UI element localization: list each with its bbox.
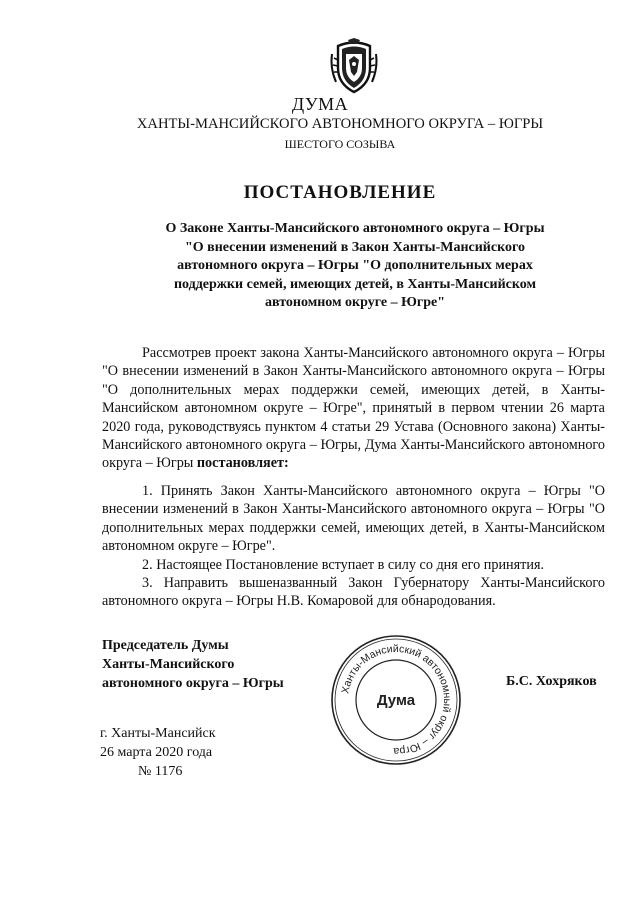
coat-of-arms-icon [328, 38, 380, 94]
preamble-verb: постановляет: [196, 455, 289, 472]
subject-line: автономного округа – Югры "О дополнительных мерах [177, 258, 533, 273]
preamble-text: Рассмотрев проект закона Ханты-Мансийского автономного округа – Югры "О внесении изменений в Закон Ханты-Мансийского автономного округа – Югры "О дополнительных мерах поддержки семей, имеющих детей, в Ханты-Мансийском автономном округе – Югре", принятый в первом чтении 26 марта 2020 года, руководствуясь пунктом 4 статьи 29 Устава (Основного закона) Ханты-Мансийского автономного округа – Югры, Дума Ханты-Мансийского автономного округа – Югры [102, 345, 605, 472]
signer-position-line: Председатель Думы [102, 638, 229, 653]
resolution-item: 2. Настоящее Постановление вступает в силу со дня его принятия. [142, 556, 545, 573]
signer-position [102, 636, 284, 693]
document-place: г. Ханты-Мансийск [100, 726, 216, 741]
organization-title: ДУМА [291, 94, 349, 114]
document-date: 26 марта 2020 года [100, 745, 213, 760]
signer-position-line: автономного округа – Югры [102, 676, 284, 691]
subject-line: "О внесении изменений в Закон Ханты-Мансийского [185, 239, 525, 255]
signer-position-line: Ханты-Мансийского [102, 657, 235, 672]
subject-line: автономном округе – Югре" [264, 295, 446, 310]
document-number: № 1176 [138, 764, 183, 779]
document-type-heading: ПОСТАНОВЛЕНИЕ [243, 182, 437, 203]
subject-line: поддержки семей, имеющих детей, в Ханты-Мансийском [173, 276, 537, 292]
signer-name: Б.С. Хохряков [506, 674, 597, 689]
region-title: ХАНТЫ-МАНСИЙСКОГО АВТОНОМНОГО ОКРУГА – ЮГРЫ [136, 116, 544, 132]
round-seal-icon [328, 632, 464, 768]
preamble-paragraph [102, 344, 605, 473]
resolution-items [102, 482, 605, 611]
resolution-item: 3. Направить вышеназванный Закон Губернатору Ханты-Мансийского автономного округа – Югры Н.В. Комаровой для обнародования. [102, 575, 605, 610]
document-subject [120, 220, 590, 313]
resolution-item: 1. Принять Закон Ханты-Мансийского автономного округа – Югры "О внесении изменений в Закон Ханты-Мансийского автономного округа – Югры "О дополнительных мерах поддержки семей, имеющих детей, в Ханты-Мансийском автономном округе – Югре". [102, 483, 605, 555]
seal-ring-text: Ханты-Мансийский автономный округ – Югра [339, 642, 454, 758]
document-footer [100, 724, 216, 781]
seal-center-text: Дума [376, 692, 416, 709]
convocation-label: ШЕСТОГО СОЗЫВА [284, 137, 396, 151]
subject-line: О Законе Ханты-Мансийского автономного округа – Югры [165, 221, 545, 236]
